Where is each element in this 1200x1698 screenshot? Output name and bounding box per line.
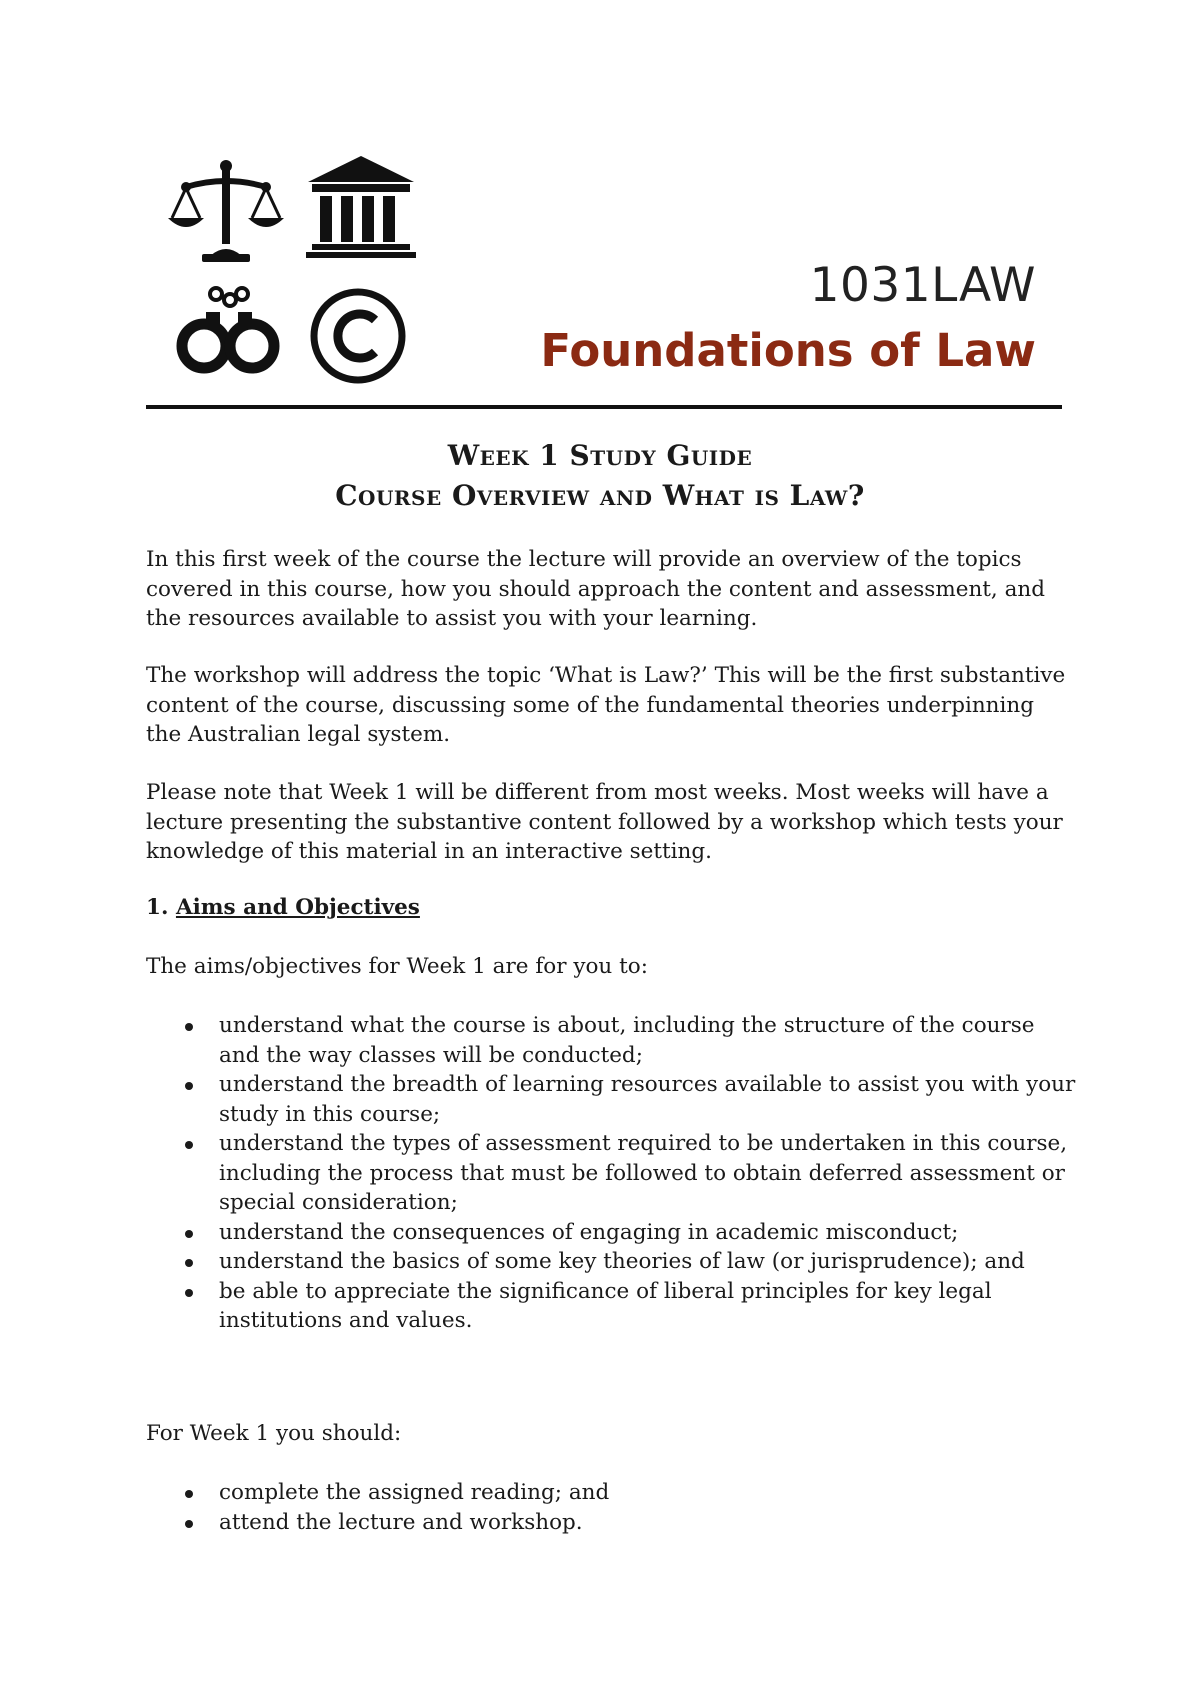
course-name: Foundations of Law <box>540 324 1036 377</box>
header-icons <box>168 156 418 376</box>
scales-of-justice-icon <box>168 158 284 262</box>
study-guide-title: Week 1 Study Guide <box>447 439 753 472</box>
course-code: 1031LAW <box>809 258 1036 313</box>
list-item: understand the breadth of learning resources available to assist you with your study in this course; <box>146 1070 1076 1129</box>
section-title: Aims and Objectives <box>175 895 420 920</box>
study-guide-subtitle: Course Overview and What is Law? <box>335 479 865 512</box>
section-number: 1. <box>146 895 169 920</box>
list-item: attend the lecture and workshop. <box>146 1508 1076 1538</box>
list-item: understand the basics of some key theories of law (or jurisprudence); and <box>146 1247 1076 1277</box>
tasks-list <box>146 1478 1076 1537</box>
workshop-paragraph: The workshop will address the topic ‘What is Law?’ This will be the first substantive content of the course, discussing some of the fundamental theories underpinning the Australian legal system. <box>146 663 1066 747</box>
intro-paragraph: In this first week of the course the lecture will provide an overview of the topics covered in this course, how you should approach the content and assessment, and the resources available to assist you with your learning. <box>146 547 1046 631</box>
list-item: complete the assigned reading; and <box>146 1478 1076 1508</box>
objectives-list <box>146 1011 1076 1336</box>
list-item: be able to appreciate the significance of liberal principles for key legal institutions and values. <box>146 1277 1076 1336</box>
header-divider <box>146 405 1062 409</box>
section-heading <box>146 893 1076 923</box>
courthouse-icon <box>306 156 416 258</box>
list-item: understand the consequences of engaging in academic misconduct; <box>146 1218 1076 1248</box>
list-item: understand the types of assessment required to be undertaken in this course, including the process that must be followed to obtain deferred assessment or special consideration; <box>146 1129 1076 1218</box>
copyright-icon <box>308 286 408 386</box>
tasks-lead: For Week 1 you should: <box>146 1421 402 1446</box>
objectives-lead: The aims/objectives for Week 1 are for you to: <box>146 954 648 979</box>
list-item: understand what the course is about, including the structure of the course and the way classes will be conducted; <box>146 1011 1076 1070</box>
handcuffs-icon <box>176 286 280 376</box>
note-paragraph: Please note that Week 1 will be different from most weeks. Most weeks will have a lecture presenting the substantive content followed by a workshop which tests your knowledge of this material in an interactive setting. <box>146 780 1063 864</box>
